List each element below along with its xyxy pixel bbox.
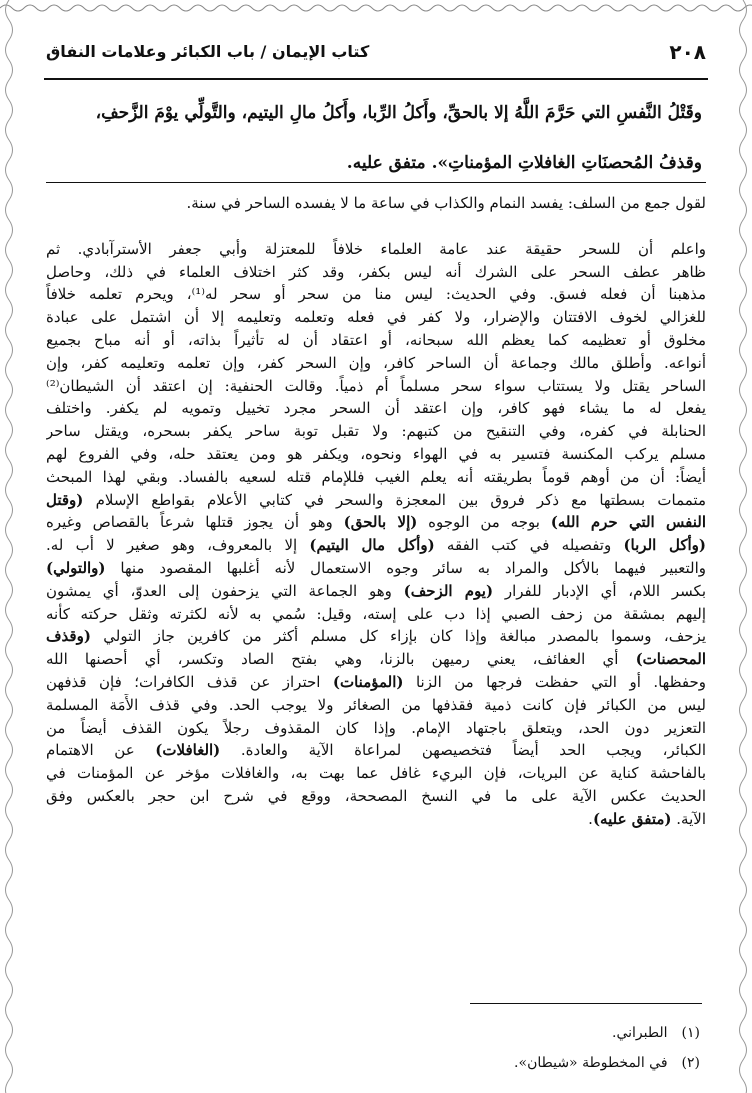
commentary-line: أيضاً: أن من أوهم قوماً بطريقته أنه يعلم الغيب فللإمام قتله لسعيه بالفساد. وبقي لهذا المبحث bbox=[46, 467, 706, 486]
decorative-right-border bbox=[736, 0, 750, 1093]
paragraph-gap bbox=[46, 215, 706, 238]
bold-quote: النفس التي حرم الله) bbox=[550, 513, 706, 532]
bold-quote: (إلا بالحق) bbox=[343, 513, 418, 532]
commentary-line: يفعل له ما يشاء فهو كافر، وإن اعتقد أن السحر مجرد تخييل وتمويه لم يكفر. واختلف bbox=[46, 399, 706, 418]
bold-quote: (والتولي) bbox=[46, 558, 106, 577]
commentary-line: واعلم أن للسحر حقيقة عند عامة العلماء خلافاً للمعتزلة وأبي جعفر الأسترآبادي. ثم bbox=[46, 239, 706, 258]
commentary-line: مذهبنا أن فعله فسق. وفي الحديث: ليس منا من سحر أو سحر له⁽¹⁾، ويحرم تعلمه خلافاً bbox=[46, 285, 706, 304]
page-number: ٢٠٨ bbox=[669, 40, 706, 64]
commentary-line bbox=[46, 557, 706, 580]
footnote-number: (٢) bbox=[681, 1055, 700, 1071]
commentary-line: للغزالي لخوف الافتتان والإضرار، ولا كفر في فعله وتعلمه وتعليمه إلا أن اشتمل على عبادة bbox=[46, 308, 706, 327]
hadith-text bbox=[50, 88, 702, 188]
commentary-line bbox=[46, 808, 706, 831]
commentary-line: مسلم يركب المكنسة فتسير به في الهواء ونحوه، ويكفر هو ومن يعتقد حله، وفي الفروع لهم bbox=[46, 444, 706, 463]
commentary-line: الحديث عكس الآية على ما في النسخ المصححة، ووقع في شرح ابن حجر بالعكس وفق bbox=[46, 786, 706, 805]
hadith-line: وقَتْلُ النَّفسِ التي حَرَّمَ اللَّهُ إلا بالحقِّ، وأَكلُ الرِّبا، وأَكلُ مالِ اليتيم، والتَّولِّي يوْمَ الزَّحفِ، bbox=[95, 103, 702, 123]
line-text: الآية. bbox=[671, 809, 706, 828]
bold-quote: (وقتل bbox=[46, 490, 84, 509]
line-text: والتعبير فيهما بالأكل والمراد به سائر وجوه الاستعمال لأنه أغلبها المقصود منها bbox=[105, 558, 706, 577]
line-text: الكبائر، ويجب الحد أيضاً فتخصيصهن لمراعاة الآية والعادة. bbox=[220, 741, 706, 760]
commentary-line: ليس من الكبائر فإن كانت ذمية فقذفها من الصغائر ولا يوجب الحد. وفي قذف الأَمَة المسلمة bbox=[46, 695, 706, 714]
line-text: . bbox=[588, 809, 593, 828]
line-text: وهو الجماعة التي يزحفون إلى العدوّ، أي يمشون bbox=[46, 581, 404, 600]
line-text: إلا بالمعروف، وهو صغير لا أب له. bbox=[46, 536, 310, 555]
footnote-rule bbox=[470, 1003, 702, 1004]
line-text: بوجه من الوجوه bbox=[417, 513, 551, 532]
running-title: كتاب الإيمان / باب الكبائر وعلامات النفاق bbox=[46, 42, 370, 61]
commentary-line bbox=[46, 511, 706, 534]
commentary-line bbox=[46, 739, 706, 762]
commentary-line bbox=[46, 671, 706, 694]
commentary-line: بالفاحشة كناية عن البريات، فإن البريء غافل عما بهت به، والغافلات مؤخر عن المؤمنات في bbox=[46, 764, 706, 783]
line-text: أي العفائف، يعني رميهن بالزنا، وهي بفتح الصاد وتكسر، أي أحصنها الله bbox=[46, 650, 636, 669]
commentary-line bbox=[46, 648, 706, 671]
bold-quote: (الغافلات) bbox=[155, 741, 221, 760]
line-text: وتفصيله في كتب الفقه bbox=[434, 536, 624, 555]
bold-quote: (المؤمنات) bbox=[332, 672, 404, 691]
section-divider bbox=[46, 182, 706, 183]
commentary-line: الحنابلة في كفره، وفي التنقيح من كتبهم: ولا تقبل توبة ساحر يكفر بسحره، ويقتل ساحر bbox=[46, 422, 706, 441]
line-text: متممات بسطتها مع ذكر فروق بين المعجزة والسحر في كتابي الأعلام بقواطع الإسلام bbox=[95, 490, 706, 509]
commentary-line bbox=[46, 625, 706, 648]
commentary-line: مخلوق أو تعظيمه كما يعظم الله سبحانه، أو اعتقاد أن له تأثيراً بذاته، أو أنه مباح بجميع bbox=[46, 330, 706, 349]
hadith-line: وقذفُ المُحصنَاتِ الغافلاتِ المؤمناتِ». متفق عليه. bbox=[346, 153, 702, 173]
commentary-line bbox=[46, 534, 706, 557]
line-text: بكسر اللام، أي الإدبار للفرار bbox=[493, 581, 706, 600]
header-rule bbox=[44, 78, 708, 80]
bold-quote: (وأكل مال اليتيم) bbox=[309, 536, 435, 555]
commentary-line: أنواعه. وأطلق مالك وجماعة أن الساحر كافر، وإن السحر كفر، وإن تعلمه وتعليمه كفر، وإن bbox=[46, 353, 706, 372]
line-text: احتراز عن قذف الكافرات؛ فإن قذفهن bbox=[46, 672, 333, 691]
commentary-line: لقول جمع من السلف: يفسد النمام والكذاب في ساعة ما لا يفسده الساحر في سنة. bbox=[186, 194, 706, 212]
bold-quote: (وأكل الربا) bbox=[623, 536, 706, 555]
footnote-number: (١) bbox=[681, 1025, 700, 1041]
commentary-line bbox=[46, 580, 706, 603]
line-text: وهو أن يجوز قتلها شرعاً بالقصاص وغيره bbox=[46, 513, 344, 532]
line-text: وحفظها. أو التي حفظت فرجها من الزنا bbox=[403, 672, 706, 691]
bold-quote: (متفق عليه) bbox=[592, 809, 672, 828]
commentary-line bbox=[46, 489, 706, 512]
bold-quote: (يوم الزحف) bbox=[403, 581, 494, 600]
bold-quote: المحصنات) bbox=[635, 650, 706, 669]
footnote-text: في المخطوطة «شيطان». bbox=[514, 1055, 668, 1071]
decorative-top-border bbox=[0, 2, 752, 14]
footnote-text: الطبراني. bbox=[612, 1025, 668, 1041]
commentary-line: إليهم بمشقة من زحف الصبي إذا دب على إسته، وقيل: سُمي به لأنه لكثرته وثقل حركته كأنه bbox=[46, 604, 706, 623]
running-header bbox=[46, 38, 706, 72]
commentary bbox=[46, 192, 706, 831]
commentary-line: الساحر يقتل ولا يستتاب سواء سحر مسلماً أم ذمياً. وقالت الحنفية: إن اعتقد أن الشيطان⁽²⁾ bbox=[46, 376, 706, 395]
bold-quote: (وقذف bbox=[46, 627, 91, 646]
line-text: عن الاهتمام bbox=[46, 741, 156, 760]
line-text: يزحف، وسموا بالمصدر مبالغة وإذا كان بإزاء كل مسلم أكثر من كافرين جاز التولي bbox=[90, 627, 706, 646]
footnote-1 bbox=[50, 1018, 700, 1048]
commentary-line: ظاهر عطف السحر على الشرك أنه ليس بكفر، وقد كثر اختلاف العلماء في ذلك، وحاصل bbox=[46, 262, 706, 281]
commentary-line: التعزير دون الحد، ويتعلق باجتهاد الإمام. وإذا كان المقذوف رجلاً يكون القذف أيضاً من bbox=[46, 718, 706, 737]
footnotes bbox=[50, 1018, 700, 1078]
decorative-left-border bbox=[2, 0, 16, 1093]
footnote-2 bbox=[50, 1048, 700, 1078]
